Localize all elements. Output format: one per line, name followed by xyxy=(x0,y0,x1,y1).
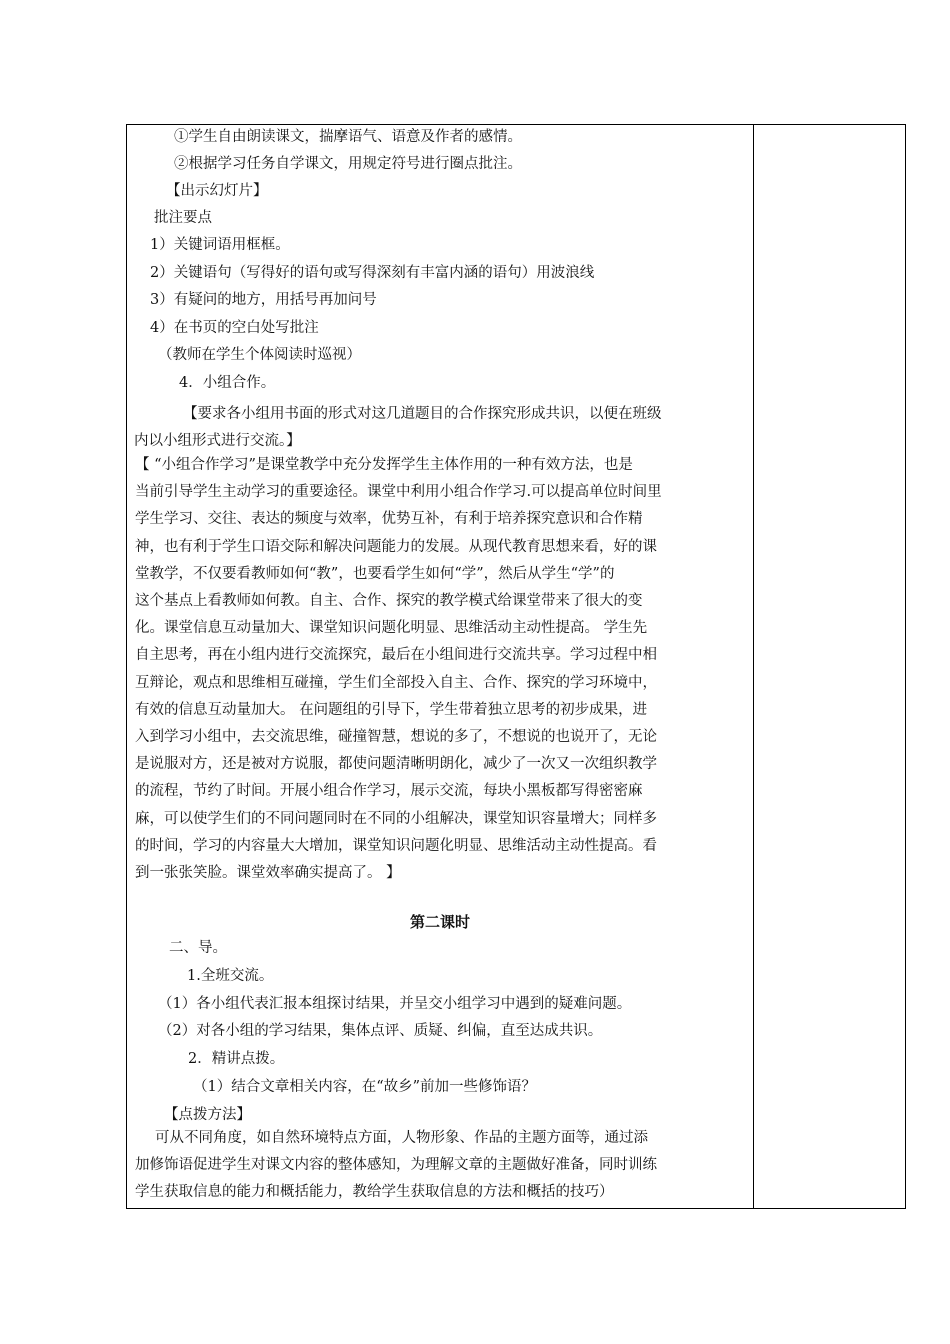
commentary-line: 的时间，学习的内容量大大增加，课堂知识问题化明显、思维活动主动性提高。看 xyxy=(135,837,657,854)
commentary-line: 麻，可以使学生们的不同问题同时在不同的小组解决，课堂知识容量增大；同样多 xyxy=(135,810,657,827)
step-self-study: ②根据学习任务自学课文，用规定符号进行圈点批注。 xyxy=(174,156,522,172)
commentary-line: 化。课堂信息互动量加大、课堂知识问题化明显、思维活动主动性提高。 学生先 xyxy=(135,620,648,637)
annotation-point-3: 3）有疑问的地方，用括号再加问号 xyxy=(150,292,377,308)
key-points-heading: 2．精讲点拨。 xyxy=(188,1051,285,1067)
commentary-line: 是说服对方，还是被对方说服，都使问题清晰明朗化，减少了一次又一次组织教学 xyxy=(135,756,657,773)
annotation-point-4: 4）在书页的空白处写批注 xyxy=(150,320,319,336)
column-divider xyxy=(753,125,754,1208)
requirement-line-1: 【要求各小组用书面的形式对这几道题目的合作探究形成共识，以便在班级 xyxy=(183,406,662,422)
commentary-line: 【 “小组合作学习”是课堂教学中充分发挥学生主体作用的一种有效方法，也是 xyxy=(135,457,633,473)
commentary-line: 到一张张笑脸。课堂效率确实提高了。 】 xyxy=(135,865,401,882)
question-1: （1）结合文章相关内容，在“故乡”前加一些修饰语？ xyxy=(193,1079,537,1095)
lesson-plan-table xyxy=(126,124,906,1209)
commentary-line: 当前引导学生主动学习的重要途径。课堂中利用小组合作学习.可以提高单位时间里 xyxy=(135,484,662,501)
annotation-point-1: 1）关键词语用框框。 xyxy=(150,237,290,253)
slide-heading: 【出示幻灯片】 xyxy=(166,183,268,199)
commentary-line: 神，也有利于学生口语交际和解决问题能力的发展。从现代教育思想来看，好的课 xyxy=(135,538,657,555)
teacher-note: （教师在学生个体阅读时巡视） xyxy=(158,347,361,363)
lesson-2-title: 第二课时 xyxy=(409,913,470,931)
commentary-line: 这个基点上看教师如何教。自主、合作、探究的教学模式给课堂带来了很大的变 xyxy=(135,593,643,610)
method-line: 可从不同角度，如自然环境特点方面，人物形象、作品的主题方面等，通过添 xyxy=(155,1130,648,1146)
commentary-line: 互辩论，观点和思维相互碰撞，学生们全部投入自主、合作、探究的学习环境中， xyxy=(135,674,657,691)
group-work-heading: 4．小组合作。 xyxy=(179,375,276,391)
method-paragraph xyxy=(135,1125,745,1207)
commentary-line: 堂教学，不仅要看教师如何“教”，也要看学生如何“学”，然后从学生“学”的 xyxy=(135,565,615,582)
method-heading: 【点拨方法】 xyxy=(164,1107,251,1123)
annotation-point-2: 2）关键语句（写得好的语句或写得深刻有丰富内涵的语句）用波浪线 xyxy=(150,265,595,281)
commentary-line: 学生学习、交往、表达的频度与效率，优势互补，有利于培养探究意识和合作精 xyxy=(135,511,643,528)
exchange-item-2: （2）对各小组的学习结果，集体点评、质疑、纠偏，直至达成共识。 xyxy=(158,1023,603,1039)
commentary-line: 的流程，节约了时间。开展小组合作学习，展示交流，每块小黑板都写得密密麻 xyxy=(135,783,643,800)
commentary-line: 入到学习小组中，去交流思维，碰撞智慧，想说的多了，不想说的也说开了，无论 xyxy=(135,729,657,746)
commentary-line: 有效的信息互动量加大。 在问题组的引导下，学生带着独立思考的初步成果，进 xyxy=(135,701,648,718)
lead-in-heading: 二、导。 xyxy=(169,940,227,956)
method-line: 学生获取信息的能力和概括能力，教给学生获取信息的方法和概括的技巧） xyxy=(135,1184,614,1201)
commentary-line: 自主思考，再在小组内进行交流探究，最后在小组间进行交流共享。学习过程中相 xyxy=(135,647,657,664)
exchange-item-1: （1）各小组代表汇报本组探讨结果，并呈交小组学习中遇到的疑难问题。 xyxy=(158,996,632,1012)
method-line: 加修饰语促进学生对课文内容的整体感知，为理解文章的主题做好准备，同时训练 xyxy=(135,1157,657,1174)
class-exchange-heading: 1.全班交流。 xyxy=(187,968,274,984)
annotation-points-heading: 批注要点 xyxy=(154,210,212,226)
requirement-line-2: 内以小组形式进行交流。】 xyxy=(134,433,301,449)
step-read-aloud: ①学生自由朗读课文，揣摩语气、语意及作者的感情。 xyxy=(174,129,522,145)
commentary-paragraph xyxy=(135,452,745,887)
